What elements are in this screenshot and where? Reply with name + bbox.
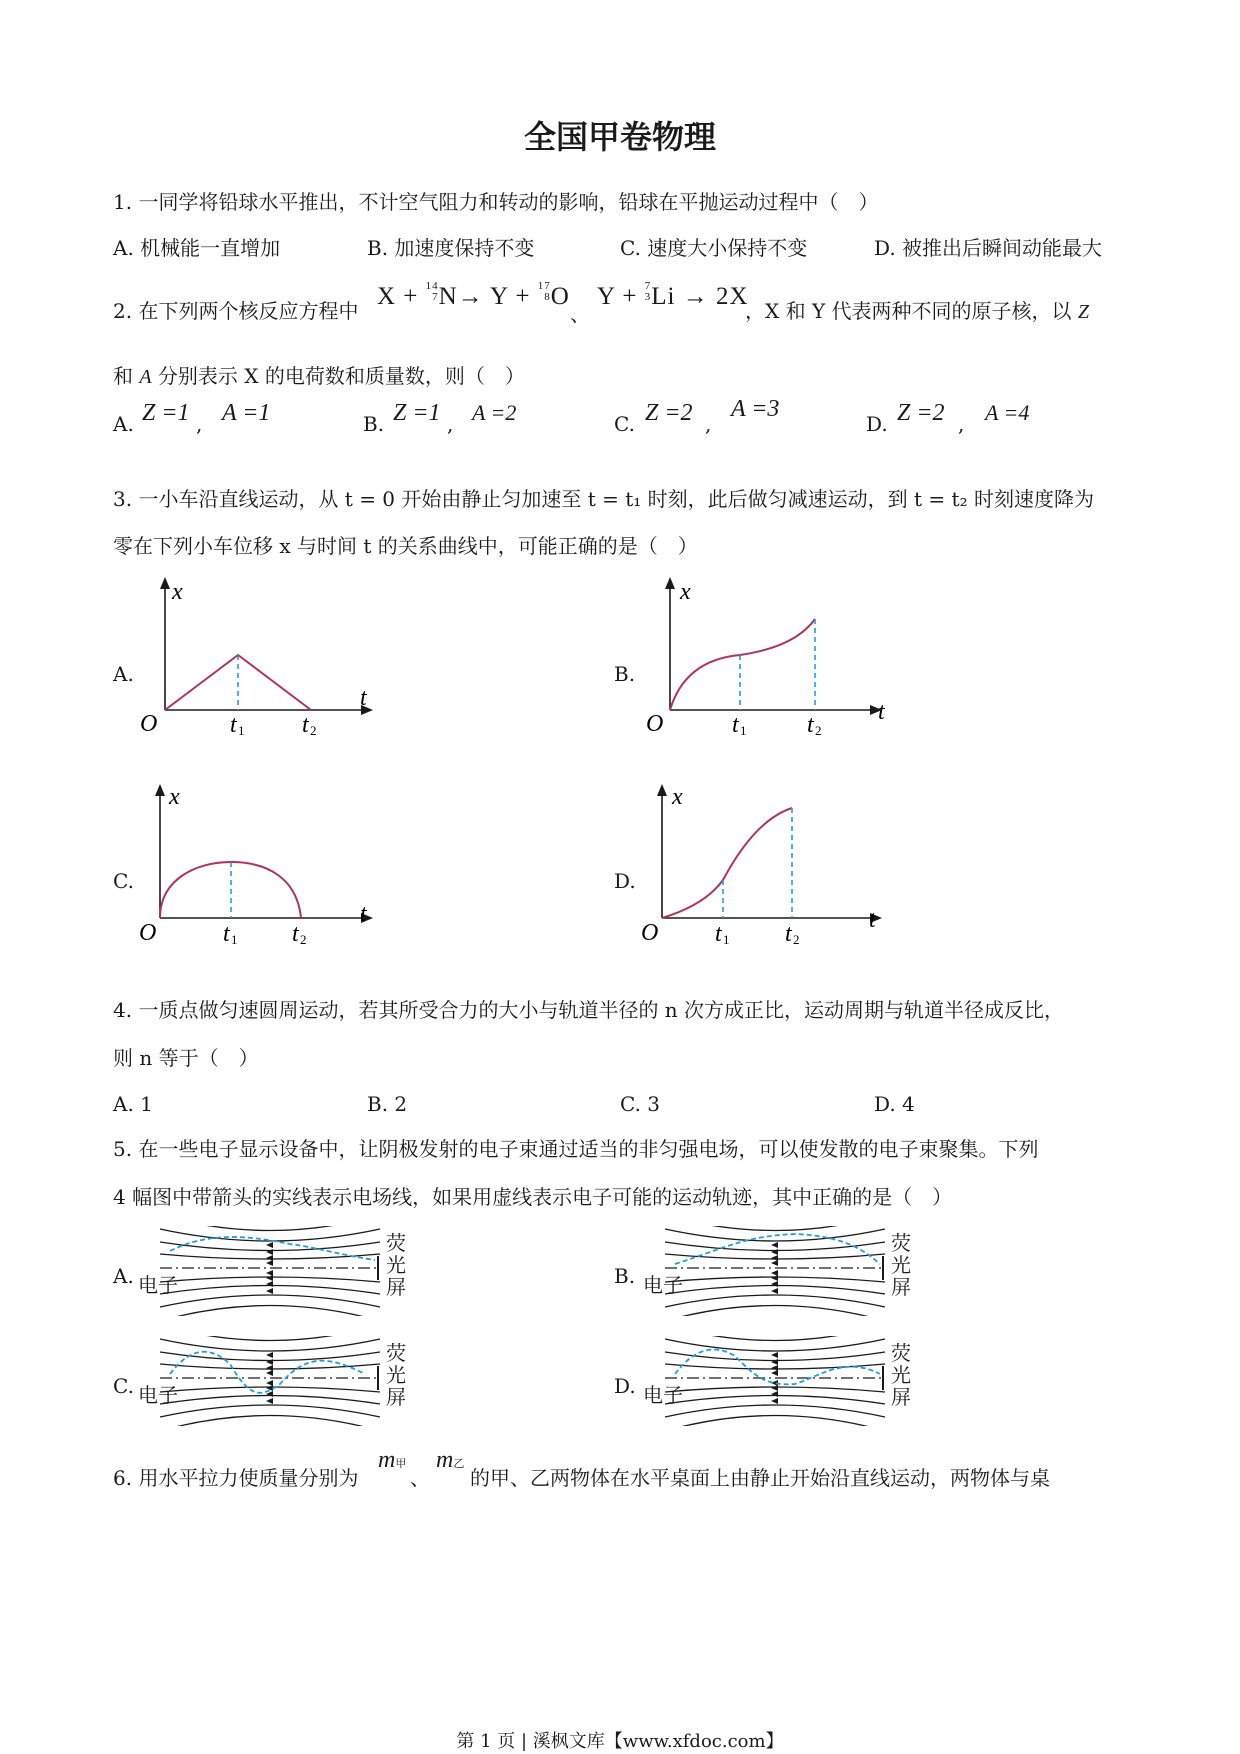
field-line	[160, 1226, 380, 1231]
origin-label: O	[140, 711, 158, 735]
field-line	[665, 1226, 885, 1231]
field-arrow	[266, 1352, 273, 1358]
q2-separator: 、	[570, 302, 590, 326]
field-line	[665, 1416, 885, 1427]
field-a-label: A.	[113, 1264, 134, 1288]
q2-option-c-a: A =3	[731, 396, 780, 422]
q6-prefix: 6. 用水平拉力使质量分别为	[113, 1466, 359, 1490]
graph-b	[640, 575, 900, 735]
graph-d-label: D.	[614, 869, 636, 893]
screen-label: 屏	[386, 1387, 406, 1409]
screen-label: 光	[891, 1255, 911, 1277]
comma: ,	[705, 412, 712, 436]
field-arrow	[771, 1288, 778, 1294]
origin-label: O	[646, 711, 664, 735]
q6-m-jia: m甲	[378, 1447, 407, 1473]
field-arrow	[266, 1365, 273, 1371]
field-arrow	[266, 1275, 273, 1281]
field-a-svg	[140, 1226, 460, 1316]
q4-line1: 4. 一质点做匀速圆周运动，若其所受合力的大小与轨道半径的 n 次方成正比，运动周期与轨道半径成反比，	[113, 998, 1065, 1022]
q2-option-c-z: Z =2	[645, 400, 693, 426]
field-b-svg	[645, 1226, 965, 1316]
field-arrow	[771, 1398, 778, 1404]
q4-line2: 则 n 等于（ ）	[113, 1046, 259, 1070]
screen-label: 荧	[891, 1233, 911, 1255]
t1-label: t	[230, 712, 237, 735]
screen-label: 屏	[891, 1277, 911, 1299]
q1-option-b: B. 加速度保持不变	[367, 236, 535, 260]
x-axis-arrow	[665, 577, 675, 589]
x-label: x	[172, 579, 183, 605]
graph-a-label: A.	[113, 662, 134, 686]
t2-label: t	[807, 712, 814, 735]
q1-stem: 1. 一同学将铅球水平推出，不计空气阻力和转动的影响，铅球在平抛运动过程中（ ）	[113, 190, 879, 214]
screen-label: 荧	[891, 1343, 911, 1365]
screen-label: 荧	[386, 1233, 406, 1255]
field-line	[665, 1336, 885, 1341]
field-arrow	[771, 1370, 778, 1376]
electron-label: 电子	[645, 1385, 683, 1407]
t1-sub: 1	[740, 723, 747, 735]
field-d-svg	[645, 1336, 965, 1426]
field-line	[665, 1306, 885, 1317]
q6-separator: 、	[410, 1466, 430, 1490]
field-arrow	[771, 1275, 778, 1281]
t-label: t	[878, 699, 885, 725]
graph-c-label: C.	[113, 869, 134, 893]
q6-suffix: 的甲、乙两物体在水平桌面上由静止开始沿直线运动，两物体与桌	[470, 1466, 1050, 1490]
q4-option-d: D. 4	[874, 1092, 915, 1116]
screen-label: 光	[891, 1365, 911, 1387]
q3-line2: 零在下列小车位移 x 与时间 t 的关系曲线中，可能正确的是（ ）	[113, 534, 698, 558]
q5-line1: 5. 在一些电子显示设备中，让阴极发射的电子束通过适当的非匀强电场，可以使发散的电子束聚集。下列	[113, 1137, 1039, 1161]
field-arrow	[266, 1380, 273, 1386]
t2-label: t	[785, 921, 792, 945]
screen-label: 光	[386, 1365, 406, 1387]
field-arrow	[266, 1370, 273, 1376]
q4-option-a: A. 1	[113, 1092, 153, 1116]
q2-line2: 和 A 分别表示 X 的电荷数和质量数，则（ ）	[113, 364, 525, 388]
field-arrow	[771, 1255, 778, 1261]
q4-option-c: C. 3	[620, 1092, 661, 1116]
field-arrow	[771, 1385, 778, 1391]
field-arrow	[771, 1365, 778, 1371]
q2-option-a-a: A =1	[222, 400, 271, 426]
q2-option-d-z: Z =2	[897, 400, 945, 426]
t2-sub: 2	[793, 932, 800, 945]
q3-line1: 3. 一小车沿直线运动，从 t = 0 开始由静止匀加速至 t = t₁ 时刻，此后做匀减速运动，到 t = t₂ 时刻速度降为	[113, 487, 1094, 511]
t1-label: t	[732, 712, 739, 735]
field-line	[160, 1306, 380, 1317]
x-t-curve	[670, 619, 815, 710]
q5-line2: 4 幅图中带箭头的实线表示电场线，如果用虚线表示电子可能的运动轨迹，其中正确的是（ ）	[113, 1185, 953, 1209]
graph-a	[135, 575, 375, 735]
t1-sub: 1	[238, 723, 245, 735]
comma: ,	[958, 412, 965, 436]
field-b	[645, 1226, 965, 1320]
t2-sub: 2	[815, 723, 822, 735]
field-d-label: D.	[614, 1374, 636, 1398]
screen-label: 屏	[891, 1387, 911, 1409]
t-label: t	[360, 901, 367, 927]
x-axis-arrow	[657, 784, 667, 796]
q2-option-b-a: A =2	[472, 400, 517, 425]
t1-sub: 1	[231, 932, 238, 945]
page-title: 全国甲卷物理	[523, 118, 716, 156]
q2-option-a: A.	[113, 412, 134, 436]
field-c-svg	[140, 1336, 460, 1426]
q4-option-b: B. 2	[367, 1092, 408, 1116]
field-arrow	[771, 1352, 778, 1358]
field-a	[140, 1226, 460, 1320]
q2-equation-2: Y + 7 3Li → 2X	[597, 280, 749, 310]
comma: ,	[447, 412, 454, 436]
electron-label: 电子	[645, 1275, 683, 1297]
field-line	[160, 1416, 380, 1427]
q2-option-a-z: Z =1	[142, 400, 190, 426]
field-c-label: C.	[113, 1374, 134, 1398]
q1-option-a: A. 机械能一直增加	[113, 236, 281, 260]
q2-option-d-a: A =4	[985, 400, 1030, 425]
q2-option-b: B.	[363, 412, 385, 436]
q2-option-d: D.	[866, 412, 888, 436]
field-c	[140, 1336, 460, 1430]
field-b-label: B.	[614, 1264, 636, 1288]
x-axis-arrow	[155, 784, 165, 796]
comma: ,	[196, 412, 203, 436]
page-footer: 第 1 页 | 溪枫文库【www.xfdoc.com】	[456, 1731, 784, 1752]
t-label: t	[869, 907, 876, 933]
q2-option-c: C.	[614, 412, 635, 436]
t1-sub: 1	[723, 932, 730, 945]
t1-label: t	[715, 921, 722, 945]
field-arrow	[771, 1242, 778, 1248]
t1-label: t	[223, 921, 230, 945]
q6-m-yi: m乙	[436, 1447, 465, 1473]
origin-label: O	[641, 920, 659, 945]
t2-sub: 2	[300, 932, 307, 945]
t-label: t	[360, 685, 367, 711]
field-arrow	[266, 1260, 273, 1266]
graph-b-label: B.	[614, 662, 636, 686]
field-arrow	[266, 1242, 273, 1248]
field-line	[160, 1336, 380, 1341]
q1-option-d: D. 被推出后瞬间动能最大	[874, 236, 1103, 260]
field-arrow	[266, 1398, 273, 1404]
t2-label: t	[292, 921, 299, 945]
screen-label: 光	[386, 1255, 406, 1277]
t2-sub: 2	[310, 723, 317, 735]
field-arrow	[771, 1270, 778, 1276]
q2-suffix: ，X 和 Y 代表两种不同的原子核，以 Z	[745, 299, 1089, 323]
x-label: x	[680, 579, 691, 605]
electron-label: 电子	[140, 1385, 178, 1407]
x-label: x	[672, 784, 683, 810]
t2-label: t	[302, 712, 309, 735]
x-t-curve	[662, 808, 792, 918]
field-arrow	[266, 1255, 273, 1261]
origin-label: O	[139, 920, 157, 945]
q2-equation-1: X + 14 7N→ Y + 17 8O	[377, 280, 570, 310]
q2-prefix: 2. 在下列两个核反应方程中	[113, 299, 359, 323]
x-axis-arrow	[160, 577, 170, 589]
graph-d	[640, 780, 900, 945]
field-arrow	[771, 1260, 778, 1266]
x-label: x	[169, 784, 180, 810]
screen-label: 屏	[386, 1277, 406, 1299]
q2-option-b-z: Z =1	[393, 400, 441, 426]
screen-label: 荧	[386, 1343, 406, 1365]
electron-label: 电子	[140, 1275, 178, 1297]
graph-c	[135, 780, 375, 945]
field-arrow	[266, 1288, 273, 1294]
field-arrow	[266, 1270, 273, 1276]
field-d	[645, 1336, 965, 1430]
q1-option-c: C. 速度大小保持不变	[620, 236, 808, 260]
